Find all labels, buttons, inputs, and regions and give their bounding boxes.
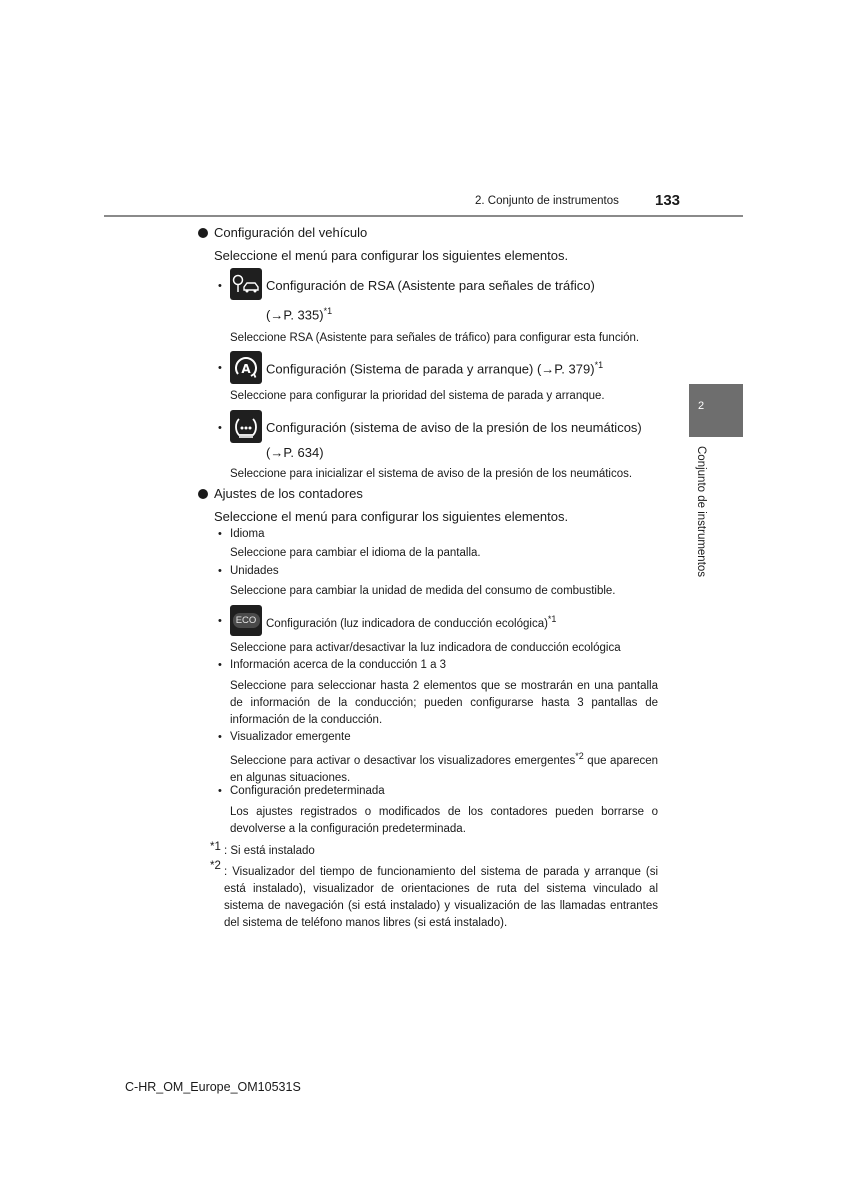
eco-indicator-icon: [230, 605, 262, 636]
item-bullet: •: [218, 422, 222, 434]
eco-label: ECO: [233, 613, 260, 628]
page-reference[interactable]: (→P. 634): [266, 445, 324, 460]
section-bullet: [198, 489, 208, 499]
item-bullet: •: [218, 528, 222, 540]
item-bullet: •: [218, 659, 222, 671]
item-bullet: •: [218, 785, 222, 797]
footnote-mark: *1: [323, 306, 333, 316]
item-title-language: Idioma: [230, 528, 265, 540]
item-bullet: •: [218, 615, 222, 627]
chapter-tab-label: Conjunto de instrumentos: [695, 446, 707, 578]
item-title-rsa-ref: [266, 306, 332, 322]
item-title-units: Unidades: [230, 565, 279, 577]
item-description-default: Los ajustes registrados o modificados de los contadores pueden borrarse o devolverse a la configuración predeterminada.: [230, 806, 658, 835]
header-rule: [104, 215, 743, 217]
tire-pressure-icon: [230, 410, 262, 443]
item-title-text: Configuración (Sistema de parada y arranque) (→P. 379): [266, 361, 595, 377]
footnote-mark: *2: [210, 860, 221, 872]
item-title-drive-info: Información acerca de la conducción 1 a 3: [230, 659, 447, 671]
chapter-tab-number: 2: [698, 400, 705, 412]
section-intro: Seleccione el menú para configurar los siguientes elementos.: [214, 248, 569, 263]
footnote-mark: *1: [594, 360, 604, 370]
item-title-popup: Visualizador emergente: [230, 731, 351, 743]
item-description-rsa: Seleccione RSA (Asistente para señales de tráfico) para configurar esta función.: [230, 332, 640, 344]
section-bullet: [198, 228, 208, 238]
page-number: 133: [655, 192, 681, 209]
item-title-rsa: Configuración de RSA (Asistente para señales de tráfico): [266, 278, 595, 293]
rsa-traffic-sign-icon: [230, 268, 262, 300]
item-description-popup: [230, 748, 658, 787]
footnote-text: : Si está instalado: [224, 845, 315, 857]
item-description-stop-start: Seleccione para configurar la prioridad del sistema de parada y arranque.: [230, 390, 605, 402]
page-reference[interactable]: (→P. 335): [266, 307, 324, 323]
chapter-title: 2. Conjunto de instrumentos: [475, 195, 619, 207]
item-bullet: •: [218, 731, 222, 743]
item-title-text: Configuración (luz indicadora de conducción ecológica): [266, 617, 548, 630]
item-title-eco: [266, 614, 556, 630]
item-bullet: •: [218, 565, 222, 577]
section-heading-vehicle-settings: Configuración del vehículo: [214, 225, 368, 240]
footnote-mark: *1: [547, 614, 557, 624]
section-heading-meter-settings: Ajustes de los contadores: [214, 486, 363, 501]
item-title-default: Configuración predeterminada: [230, 785, 385, 797]
item-description-eco: Seleccione para activar/desactivar la luz indicadora de conducción ecológica: [230, 642, 621, 654]
item-description-drive-info: Seleccione para seleccionar hasta 2 elementos que se mostrarán en una pantalla de información de la conducción; pueden configurarse hasta 3 pantallas de información de la conducción.: [230, 680, 658, 726]
footnote-text: : Visualizador del tiempo de funcionamiento del sistema de parada y arranque (si está instalado), visualizador de orientaciones de ruta del sistema vinculado al sistema de navegación (si está instalado) y visualización de las llamadas entrantes del sistema de teléfono manos libres (si está instalado).: [224, 866, 658, 929]
document-code: C-HR_OM_Europe_OM10531S: [125, 1080, 301, 1094]
stop-start-icon: [230, 351, 262, 384]
svg-text:A: A: [241, 361, 251, 376]
item-bullet: •: [218, 280, 222, 292]
description-text: Seleccione para activar o desactivar los visualizadores emergentes: [230, 754, 576, 767]
item-description-tire-pressure: Seleccione para inicializar el sistema de aviso de la presión de los neumáticos.: [230, 468, 633, 480]
item-description-units: Seleccione para cambiar la unidad de medida del consumo de combustible.: [230, 585, 616, 597]
description-text: que aparecen en algunas situaciones.: [230, 754, 659, 784]
item-bullet: •: [218, 362, 222, 374]
footnote-mark: *1: [210, 841, 221, 853]
footnote-mark: *2: [575, 751, 584, 761]
item-description-language: Seleccione para cambiar el idioma de la pantalla.: [230, 547, 481, 559]
item-title-tire-pressure: Configuración (sistema de aviso de la presión de los neumáticos): [266, 420, 642, 435]
item-title-stop-start: [266, 360, 603, 376]
section-intro: Seleccione el menú para configurar los siguientes elementos.: [214, 509, 569, 524]
